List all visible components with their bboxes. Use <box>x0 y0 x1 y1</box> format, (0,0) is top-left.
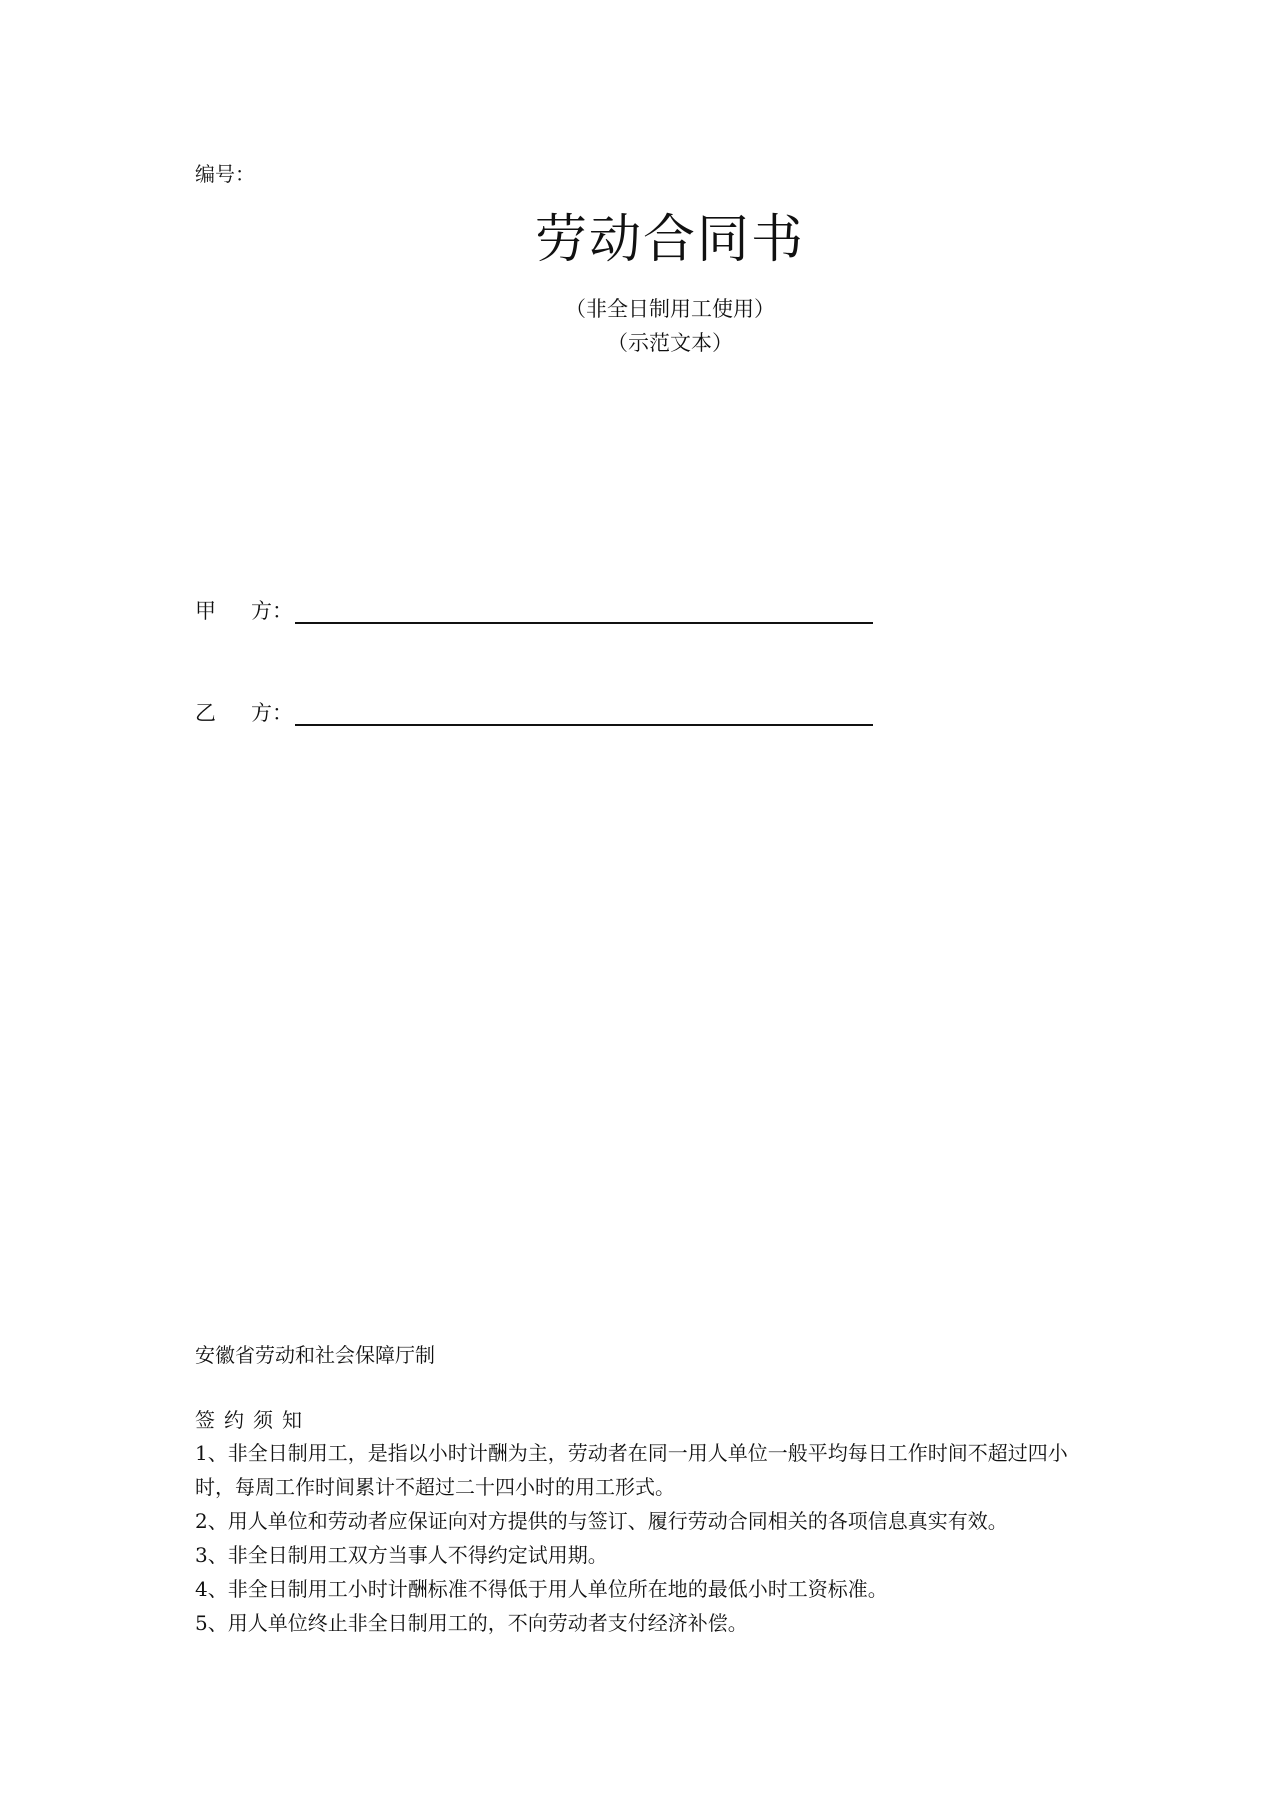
party-b-label: 方： <box>251 701 293 725</box>
notice-item: 5、用人单位终止非全日制用工的，不向劳动者支付经济补偿。 <box>195 1611 748 1635</box>
party-b-fill-line[interactable] <box>295 700 873 726</box>
party-b-char: 乙 <box>195 701 216 725</box>
party-a-char: 甲 <box>195 599 216 623</box>
document-subtitle-sample: （示范文本） <box>607 331 733 355</box>
party-b-row <box>195 698 873 728</box>
notice-item: 2、用人单位和劳动者应保证向对方提供的与签订、履行劳动合同相关的各项信息真实有效。 <box>195 1509 1008 1533</box>
serial-number-label: 编号： <box>195 162 255 186</box>
signing-notice-heading: 签约须知 <box>195 1408 311 1432</box>
party-a-row <box>195 596 873 626</box>
party-a-label: 方： <box>251 599 293 623</box>
issuing-authority: 安徽省劳动和社会保障厅制 <box>195 1343 435 1367</box>
document-title: 劳动合同书 <box>534 210 805 270</box>
notice-item: 1、非全日制用工，是指以小时计酬为主，劳动者在同一用人单位一般平均每日工作时间不超过四小时，每周工作时间累计不超过二十四小时的用工形式。 <box>195 1441 1068 1499</box>
notice-item: 3、非全日制用工双方当事人不得约定试用期。 <box>195 1543 608 1567</box>
document-subtitle-usage: （非全日制用工使用） <box>565 297 775 321</box>
party-a-fill-line[interactable] <box>295 598 873 624</box>
signing-notice-list <box>195 1436 1095 1640</box>
notice-item: 4、非全日制用工小时计酬标准不得低于用人单位所在地的最低小时工资标准。 <box>195 1577 888 1601</box>
